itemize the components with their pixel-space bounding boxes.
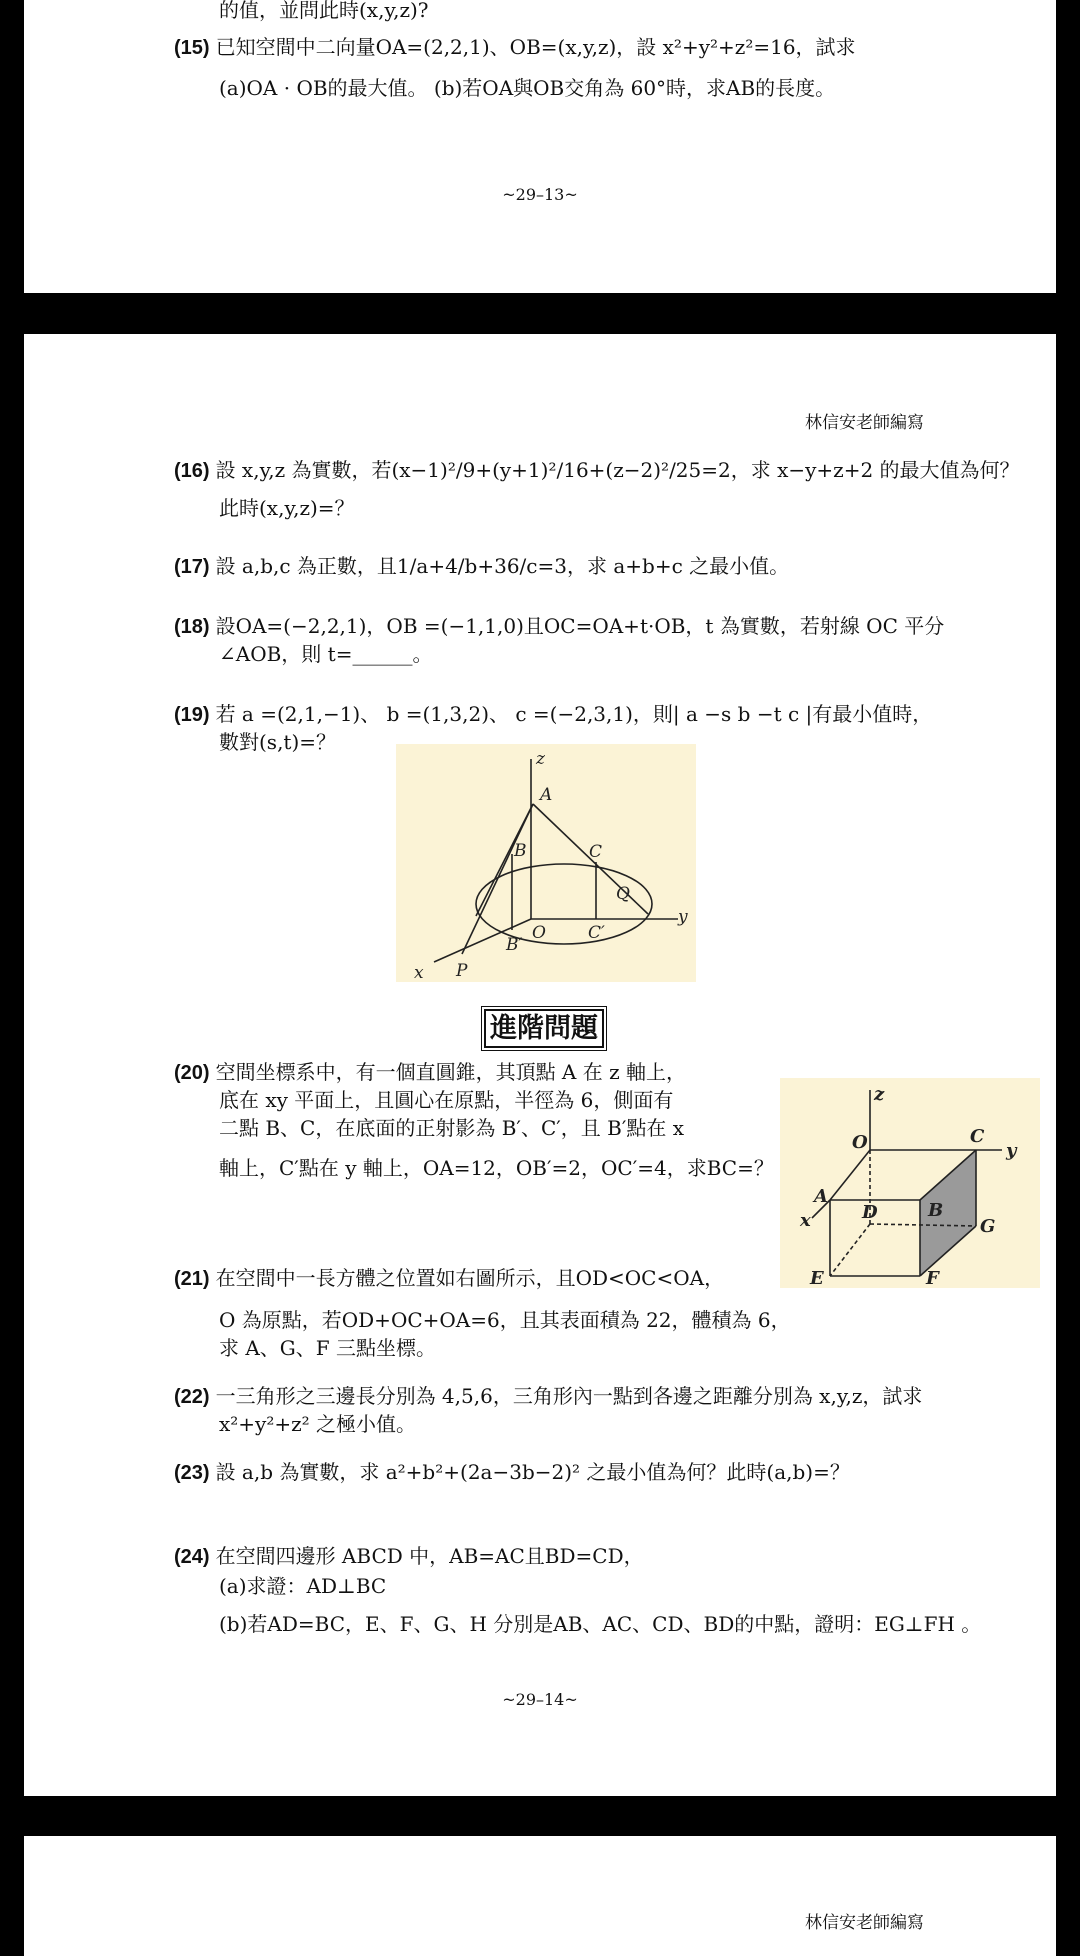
section-heading-box <box>484 1006 604 1045</box>
question-21-line-3: 求 A、G、F 三點坐標。 <box>219 1336 437 1360</box>
label-p: P <box>456 961 468 981</box>
section-heading: 進階問題 <box>484 1009 604 1048</box>
label-e: E <box>810 1268 824 1288</box>
question-text: 一三角形之三邊長分別為 4,5,6，三角形內一點到各邊之距離分別為 x,y,z，試求 <box>215 1384 923 1408</box>
question-text: 若 a =(2,1,−1)、 b =(1,3,2)、 c =(−2,3,1)，則| a −s b −t c |有最小值時， <box>215 702 933 726</box>
question-22 <box>174 1382 922 1411</box>
question-16 <box>174 456 1020 485</box>
question-17 <box>174 552 789 581</box>
question-20-line-3: 二點 B、C，在底面的正射影為 B′、C′，且 B′點在 x <box>219 1116 685 1140</box>
page-number: ~29–13~ <box>502 185 578 204</box>
edge-de-hidden <box>830 1224 870 1276</box>
question-text: 設 a,b,c 為正數，且1/a+4/b+36/c=3，求 a+b+c 之最小值。 <box>215 554 790 578</box>
question-20-line-4: 軸上，C′點在 y 軸上，OA=12，OB′=2，OC′=4，求BC=？ <box>219 1156 774 1180</box>
label-o: O <box>852 1132 868 1153</box>
document-page-1 <box>24 0 1056 293</box>
edge-oa <box>830 1150 870 1200</box>
question-text: 在空間四邊形 ABCD 中，AB=AC且BD=CD， <box>215 1544 644 1568</box>
label-c: C <box>970 1126 985 1147</box>
label-y: y <box>1006 1140 1017 1161</box>
question-20-line-2: 底在 xy 平面上，且圓心在原點，半徑為 6，側面有 <box>219 1088 674 1112</box>
question-number: (19) <box>174 704 210 726</box>
question-number: (18) <box>174 616 210 638</box>
cone-diagram <box>396 744 696 982</box>
question-number: (20) <box>174 1062 210 1084</box>
question-number: (22) <box>174 1386 210 1408</box>
question-15-parts: (a)OA · OB的最大值。 (b)若OA與OB交角為 60°時，求AB的長度。 <box>219 76 836 100</box>
question-21-line-2: O 為原點，若OD+OC+OA=6，且其表面積為 22，體積為 6， <box>219 1308 791 1332</box>
label-b-prime: B′ <box>506 935 523 955</box>
label-g: G <box>980 1216 996 1237</box>
label-c-prime: C′ <box>588 923 605 943</box>
label-o: O <box>532 923 546 943</box>
label-a: A <box>540 785 553 805</box>
question-number: (15) <box>174 37 210 59</box>
question-22-line-2: x²+y²+z² 之極小值。 <box>219 1412 417 1436</box>
previous-question-fragment: 的值，並問此時(x,y,z)? <box>219 0 429 22</box>
label-x: x <box>800 1210 811 1231</box>
cone-side-p <box>462 804 533 954</box>
label-z: z <box>874 1084 885 1105</box>
question-text: 空間坐標系中，有一個直圓錐，其頂點 A 在 z 軸上， <box>215 1060 686 1084</box>
question-number: (23) <box>174 1462 210 1484</box>
page-number: ~29–14~ <box>502 1690 578 1709</box>
question-19 <box>174 700 932 729</box>
document-page-2 <box>24 334 1056 1796</box>
question-text: 設OA=(−2,2,1)，OB =(−1,1,0)且OC=OA+t·OB，t 為實數，若射線 OC 平分 <box>215 614 945 638</box>
question-number: (24) <box>174 1546 210 1568</box>
question-24 <box>174 1542 644 1571</box>
label-y: y <box>678 907 688 927</box>
cuboid-diagram <box>780 1078 1040 1288</box>
question-text: 設 a,b 為實數，求 a²+b²+(2a−3b−2)² 之最小值為何？此時(a,b)=？ <box>215 1460 850 1484</box>
label-b: B <box>514 841 527 861</box>
author-credit: 林信安老師編寫 <box>805 413 924 433</box>
cone-base <box>476 864 652 944</box>
label-d: D <box>862 1202 878 1223</box>
cuboid-figure <box>780 1078 1040 1288</box>
question-text: 在空間中一長方體之位置如右圖所示，且OD<OC<OA， <box>215 1266 725 1290</box>
question-number: (16) <box>174 460 210 482</box>
question-21 <box>174 1264 724 1293</box>
label-c: C <box>589 842 603 862</box>
label-q: Q <box>616 884 630 904</box>
label-a: A <box>814 1186 828 1207</box>
question-24-part-a: (a)求證：AD⊥BC <box>219 1574 387 1598</box>
question-text: 設 x,y,z 為實數，若(x−1)²/9+(y+1)²/16+(z−2)²/25=2，求 x−y+z+2 的最大值為何？ <box>215 458 1020 482</box>
document-page-3 <box>24 1836 1056 1956</box>
question-24-part-b: (b)若AD=BC，E、F、G、H 分別是AB、AC、CD、BD的中點，證明：EG⊥FH 。 <box>219 1612 982 1636</box>
question-19-line-2: 數對(s,t)=？ <box>219 730 337 754</box>
label-z: z <box>536 749 545 769</box>
question-number: (17) <box>174 556 210 578</box>
label-b: B <box>928 1200 944 1221</box>
question-text: 已知空間中二向量OA=(2,2,1)、OB=(x,y,z)，設 x²+y²+z²=16，試求 <box>215 35 856 59</box>
question-15 <box>174 33 856 62</box>
question-number: (21) <box>174 1268 210 1290</box>
question-18 <box>174 612 944 641</box>
label-x: x <box>414 963 424 982</box>
author-credit: 林信安老師編寫 <box>805 1913 924 1933</box>
label-f: F <box>926 1268 939 1288</box>
question-16-line-2: 此時(x,y,z)=？ <box>219 496 355 520</box>
cone-figure <box>396 744 696 982</box>
question-23 <box>174 1458 850 1487</box>
question-18-line-2: ∠AOB，則 t=______。 <box>219 642 433 666</box>
question-20 <box>174 1058 686 1087</box>
